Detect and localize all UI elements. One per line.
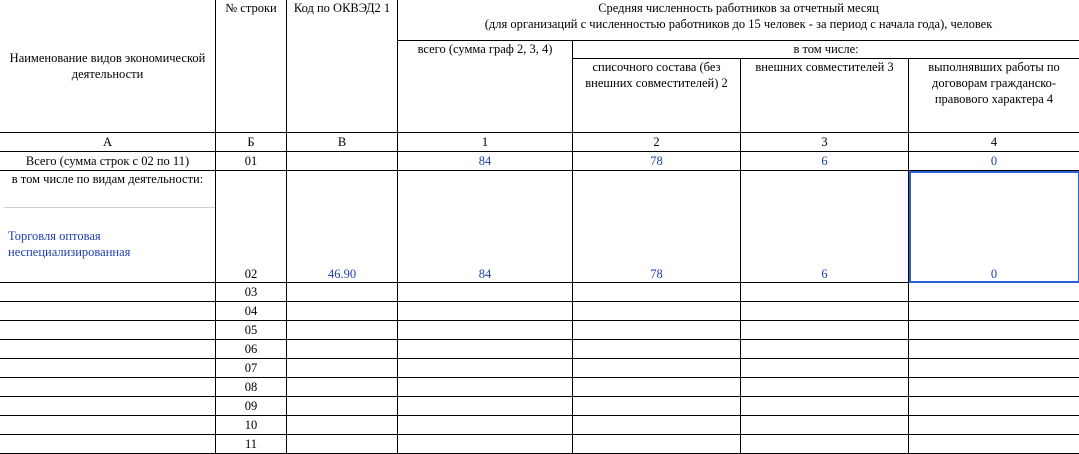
col2-input[interactable] [573,302,741,321]
activity-row-number: 02 [216,171,287,283]
col3-input[interactable] [741,435,909,454]
activity-name-input[interactable] [0,321,216,340]
table-row [0,378,1079,397]
header-col2: списочного состава (без внешних совместителей) 2 [573,59,741,133]
activity-name-input[interactable] [0,302,216,321]
col4-input[interactable] [909,321,1079,340]
row-number: 08 [216,378,287,397]
col4-input[interactable] [909,378,1079,397]
activity-code[interactable]: 46.90 [287,171,398,283]
activity-name-input[interactable] [0,340,216,359]
col4-input[interactable] [909,359,1079,378]
total-row-col3[interactable]: 6 [741,152,909,171]
table-row [0,435,1079,454]
row-number: 05 [216,321,287,340]
header-row-number: № строки [216,0,287,133]
activity-caption: в том числе по видам деятельности: [0,171,215,207]
col2-input[interactable] [573,416,741,435]
table-row [0,340,1079,359]
col2-input[interactable] [573,283,741,302]
header-including: в том числе: [573,41,1079,59]
header-okved-code: Код по ОКВЭД2 1 [287,0,398,133]
activity-name[interactable]: Торговля оптовая неспециализированная [4,207,215,282]
total-input[interactable] [398,378,573,397]
okved-code-input[interactable] [287,321,398,340]
activity-name-input[interactable] [0,359,216,378]
letter-2: 2 [573,133,741,152]
letter-4: 4 [909,133,1079,152]
activity-name-input[interactable] [0,435,216,454]
column-letters-row [0,133,1079,152]
header-average-title: Средняя численность работников за отчетный месяц [400,0,1077,16]
activity-name-input[interactable] [0,416,216,435]
col3-input[interactable] [741,378,909,397]
header-average-subtitle: (для организаций с численностью работников до 15 человек - за период с начала года), человек [400,16,1077,32]
total-input[interactable] [398,302,573,321]
col2-input[interactable] [573,435,741,454]
col3-input[interactable] [741,397,909,416]
row-number: 06 [216,340,287,359]
header-average-count [398,0,1079,41]
table-row [0,416,1079,435]
activity-col3[interactable]: 6 [741,171,909,283]
total-input[interactable] [398,359,573,378]
total-row-col2[interactable]: 78 [573,152,741,171]
col3-input[interactable] [741,302,909,321]
row-number: 07 [216,359,287,378]
total-input[interactable] [398,283,573,302]
col2-input[interactable] [573,397,741,416]
row-number: 03 [216,283,287,302]
col4-input[interactable] [909,435,1079,454]
okved-code-input[interactable] [287,283,398,302]
empty-rows [0,283,1079,454]
total-row-code[interactable] [287,152,398,171]
table-row [0,397,1079,416]
col4-input[interactable] [909,416,1079,435]
total-input[interactable] [398,321,573,340]
total-row-number: 01 [216,152,287,171]
col3-input[interactable] [741,283,909,302]
col4-input[interactable] [909,283,1079,302]
okved-code-input[interactable] [287,359,398,378]
okved-code-input[interactable] [287,435,398,454]
row-number: 11 [216,435,287,454]
table-row [0,302,1079,321]
row-number: 04 [216,302,287,321]
total-input[interactable] [398,435,573,454]
col4-input[interactable] [909,340,1079,359]
letter-a: А [0,133,216,152]
row-number: 09 [216,397,287,416]
header-activity-name: Наименование видов экономической деятельности [0,0,216,133]
activity-col4[interactable]: 0 [909,171,1079,283]
total-input[interactable] [398,340,573,359]
col2-input[interactable] [573,340,741,359]
col3-input[interactable] [741,359,909,378]
col4-input[interactable] [909,302,1079,321]
header-col3: внешних совместителей 3 [741,59,909,133]
activity-total[interactable]: 84 [398,171,573,283]
okved-code-input[interactable] [287,378,398,397]
letter-b: Б [216,133,287,152]
activity-row [0,171,1079,283]
table-row [0,359,1079,378]
total-row-name: Всего (сумма строк с 02 по 11) [0,152,216,171]
col3-input[interactable] [741,340,909,359]
activity-name-input[interactable] [0,378,216,397]
header-total: всего (сумма граф 2, 3, 4) [398,41,573,133]
col3-input[interactable] [741,416,909,435]
activity-name-input[interactable] [0,283,216,302]
row-number: 10 [216,416,287,435]
table-row [0,321,1079,340]
col4-input[interactable] [909,397,1079,416]
letter-3: 3 [741,133,909,152]
header-col4: выполнявших работы по договорам гражданско-правового характера 4 [909,59,1079,133]
col2-input[interactable] [573,359,741,378]
activity-col2[interactable]: 78 [573,171,741,283]
okved-code-input[interactable] [287,416,398,435]
okved-code-input[interactable] [287,397,398,416]
table-row [0,283,1079,302]
total-input[interactable] [398,416,573,435]
total-row [0,152,1079,171]
okved-code-input[interactable] [287,340,398,359]
col3-input[interactable] [741,321,909,340]
total-row-total[interactable]: 84 [398,152,573,171]
col2-input[interactable] [573,321,741,340]
okved-code-input[interactable] [287,302,398,321]
activity-name-input[interactable] [0,397,216,416]
letter-1: 1 [398,133,573,152]
total-row-col4[interactable]: 0 [909,152,1079,171]
total-input[interactable] [398,397,573,416]
letter-v: В [287,133,398,152]
col2-input[interactable] [573,378,741,397]
activity-cell [0,171,216,283]
